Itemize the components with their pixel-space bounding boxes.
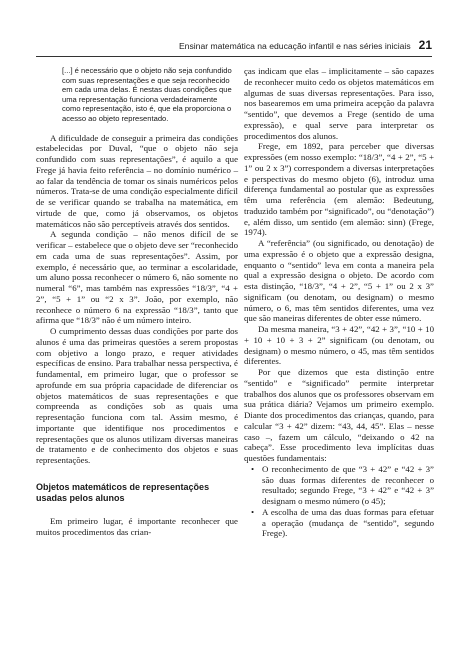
block-quote: [...] é necessário que o objeto não seja confundido com suas representações e que seja reconhecido em cada uma delas. É nestas duas condições que uma representação funciona verdadeiramente como representação, isto é, que ela proporciona o acesso ao objeto representado.: [62, 66, 232, 123]
paragraph: O cumprimento dessas duas condições por parte dos alunos é uma das primeiras questões a serem propostas com objetivo a longo prazo, e requer atividades específicas de ensino. Para trabalhar nessa perspectiva, é fundamental, em primeiro lugar, que o professor se aprofunde em sua própria capacidade de diferenciar os objetos matemáticos de suas representações e que compreenda as condições sob as quais uma representação funciona com tal. Assim mesmo, é importante que identifique nos procedimentos e representações que os alunos utilizam diversas maneiras de tratamento e de conhecimento dos objetos e suas representações.: [36, 326, 238, 466]
paragraph: Frege, em 1892, para perceber que diversas expressões (em nosso exemplo: “18/3”, “4 + 2”, “5 + 1” ou 2 x 3”) correspondem a diversas interpretações e perspectivas do mesmo objeto (6), introduz uma diferença fundamental ao postular que as expressões têm uma referência (em alemão: Bedeutung, traduzido também por “significado”, ou “denotação”) e, além disso, um sentido (em alemão: sinn) (Frege, 1974).: [244, 141, 434, 238]
running-header-title: Ensinar matemática na educação infantil e nas séries iniciais: [178, 41, 411, 51]
bullet-icon: •: [251, 506, 255, 517]
paragraph: A segunda condição – nâo menos difícil de se verificar – estabelece que o objeto deve ser “reconhecido em cada uma de suas representações”. Assim, por exemplo, é necessário que, ao terminar a escolaridade, um aluno possa reconhecer o número 6, não somente no numeral “6”, mas também nas expressões “18/3”, “4 + 2”, “5 + 1” ou “2 x 3”. João, por exemplo, não reconhece o número 6 na expressão “18/3”, tanto que afirma que “18/3” não é um número inteiro.: [36, 229, 238, 326]
paragraph: A dificuldade de conseguir a primeira das condições estabelecidas por Duval, “que o objeto não seja confundido com suas representações”, é aquilo a que Frege já havia feito referência – no domínio numérico – ao falar da tendência de tomar os sinais numéricos pelos números. Trata-se de uma condição especialmente difícil de se verificar quando se trabalha na matemática, em virtude de que, como já observamos, os objetos matemáticos não são perceptíveis através dos sentidos.: [36, 132, 238, 229]
list-item-text: O reconhecimento de que “3 + 42” e “42 + 3” são duas formas diferentes de reconhecer o resultado; segundo Frege, “3 + 42” e “42 + 3” designam o mesmo número (o 45);: [262, 463, 434, 506]
running-header: [0, 38, 432, 56]
list-item: [251, 463, 434, 507]
bullet-icon: •: [251, 463, 255, 474]
paragraph: Em primeiro lugar, é importante reconhecer que muitos procedimentos das crian-: [36, 515, 238, 537]
paragraph: Da mesma maneira, “3 + 42”, “42 + 3”, “10 + 10 + 10 + 10 + 3 + 2” significam (ou denotam, ou designam) o mesmo número, o 45, mas têm sentidos diferentes.: [244, 324, 434, 367]
left-column: [36, 66, 238, 537]
header-rule: [36, 56, 432, 57]
bullet-list: [244, 464, 434, 539]
list-item-text: A escolha de uma das duas formas para efetuar a operação (mudança de “sentido”, segundo Frege).: [262, 506, 434, 539]
right-column: [244, 66, 434, 539]
section-heading: Objetos matemáticos de representações usadas pelos alunos: [36, 481, 210, 503]
page-number: 21: [418, 38, 432, 52]
paragraph: Por que dizemos que esta distinção entre “sentido” e “significado” permite interpretar trabalhos dos alunos que os professores observam em sua prática diária? Vejamos um primeiro exemplo. Diante dos procedimentos das crianças, quando, para calcular “3 + 42” dizem: “43, 44, 45”. Elas – nesse caso –, fazem um cálculo, “deixando o 42 na cabeça”. Esse procedimento leva implícitas duas questões fundamentais:: [244, 367, 434, 463]
list-item: [251, 506, 434, 539]
paragraph: ças indicam que elas – implicitamente – são capazes de reconhecer muito cedo os objetos matemáticos em algumas de suas diversas representações. Para isso, nos basearemos em uma primeira acepção da palavra “sentido”, que devemos a Frege (sentido de uma expressão), e qual serve para interpretar os procedimentos dos alunos.: [244, 66, 434, 141]
paragraph: A “referência” (ou significado, ou denotação) de uma expressão é o objeto que a expressão designa, enquanto o “sentido” leva em conta a maneira pela qual a expressão designa o objeto. De acordo com esta distinção, “18/3”, “4 + 2”, “5 + 1” ou 2 x 3” significam (ou denotam, ou designam) o mesmo número, o 6, mas têm sentidos diferentes, uma vez que são maneiras diferentes de obter esse número.: [244, 238, 434, 324]
